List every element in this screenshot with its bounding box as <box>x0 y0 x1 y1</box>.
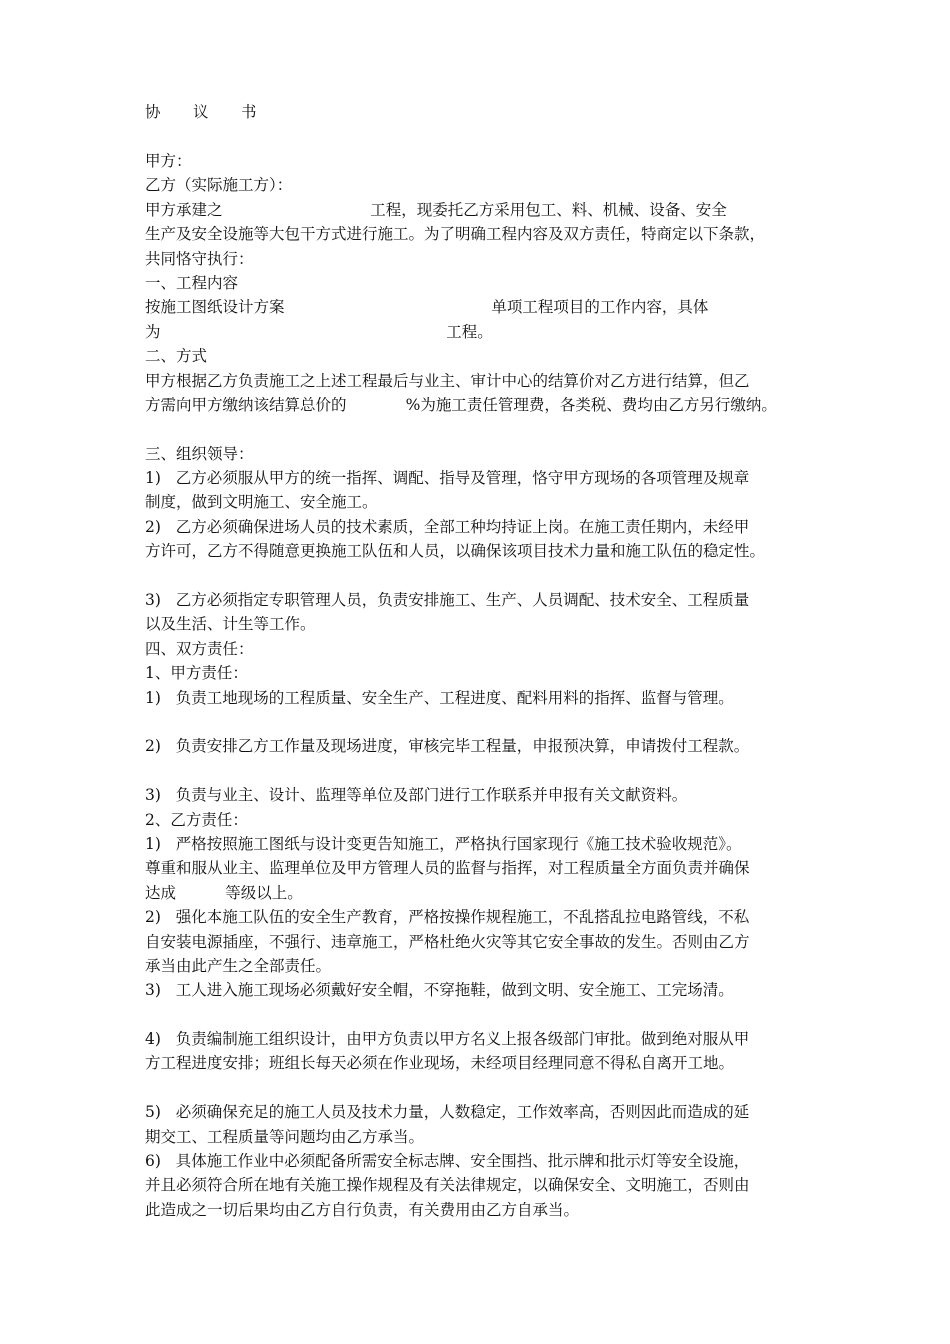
text-line: 乙方（实际施工方）： <box>145 176 293 195</box>
text-line: 1) 负责工地现场的工程质量、安全生产、工程进度、配料用料的指挥、监督与管理。 <box>145 688 734 707</box>
text-line: 期交工、工程质量等问题均由乙方承当。 <box>145 1127 425 1146</box>
title-char: 议 <box>193 103 209 121</box>
text-line: 承当由此产生之全部责任。 <box>145 956 332 975</box>
blank-line <box>145 1003 825 1027</box>
document-title <box>145 100 289 124</box>
text-line: 1、甲方责任： <box>145 664 248 683</box>
text-line: 甲方承建之 工程，现委托乙方采用包工、料、机械、设备、安全 <box>145 200 727 219</box>
text-line: 2、乙方责任： <box>145 810 248 829</box>
text-line: 方工程进度安排；班组长每天必须在作业现场，未经项目经理同意不得私自离开工地。 <box>145 1054 735 1073</box>
text-line: 达成 等级以上。 <box>145 883 303 902</box>
text-line: 方许可，乙方不得随意更换施工队伍和人员，以确保该项目技术力量和施工队伍的稳定性。 <box>145 542 766 561</box>
text-line: 方需向甲方缴纳该结算总价的 %为施工责任管理费，各类税、费均由乙方另行缴纳。 <box>145 395 777 414</box>
text-line: 二、方式 <box>145 347 208 366</box>
blank-line <box>145 564 825 588</box>
text-line: 生产及安全设施等大包干方式进行施工。为了明确工程内容及双方责任，特商定以下条款， <box>145 225 766 244</box>
text-line: 甲方： <box>145 152 192 170</box>
text-line: 3) 工人进入施工现场必须戴好安全帽，不穿拖鞋，做到文明、安全施工、工完场清。 <box>145 981 734 1000</box>
text-line: 制度，做到文明施工、安全施工。 <box>145 493 378 512</box>
text-line: 6) 具体施工作业中必须配备所需安全标志牌、安全围挡、批示牌和批示灯等安全设施， <box>145 1152 750 1171</box>
text-line: 3) 乙方必须指定专职管理人员，负责安排施工、生产、人员调配、技术安全、工程质量 <box>145 591 750 610</box>
text-line: 以及生活、计生等工作。 <box>145 615 316 634</box>
text-line: 按施工图纸设计方案 单项工程项目的工作内容，具体 <box>145 298 709 317</box>
text-line: 2) 乙方必须确保进场人员的技术素质，全部工种均持证上岗。在施工责任期内，未经甲 <box>145 517 750 536</box>
text-line: 3) 负责与业主、设计、监理等单位及部门进行工作联系并申报有关文献资料。 <box>145 786 688 805</box>
text-line: 5) 必须确保充足的施工人员及技术力量，人数稳定，工作效率高，否则因此而造成的延 <box>145 1103 750 1122</box>
text-line: 1) 乙方必须服从甲方的统一指挥、调配、指导及管理，恪守甲方现场的各项管理及规章 <box>145 469 750 488</box>
text-line: 1) 严格按照施工图纸与设计变更告知施工，严格执行国家现行《施工技术验收规范》。 <box>145 834 742 853</box>
text-line: 甲方根据乙方负责施工之上述工程最后与业主、审计中心的结算价对乙方进行结算，但乙 <box>145 371 750 390</box>
text-line: 2) 强化本施工队伍的安全生产教育，严格按操作规程施工，不乱搭乱拉电路管线，不私 <box>145 908 750 927</box>
blank-line <box>145 710 825 734</box>
text-line: 一、工程内容 <box>145 273 239 292</box>
text-line: 尊重和服从业主、监理单位及甲方管理人员的监督与指挥，对工程质量全方面负责并确保 <box>145 859 750 878</box>
text-line: 自安装电源插座，不强行、违章施工，严格杜绝火灾等其它安全事故的发生。否则由乙方 <box>145 932 750 951</box>
blank-line <box>145 1076 825 1100</box>
text-line: 2) 负责安排乙方工作量及现场进度，审核完毕工程量，申报预决算，申请拨付工程款。 <box>145 737 750 756</box>
text-line: 4) 负责编制施工组织设计，由甲方负责以甲方名义上报各级部门审批。做到绝对服从甲 <box>145 1030 750 1049</box>
text-line: 为 工程。 <box>145 322 493 341</box>
document-body <box>145 149 825 1222</box>
title-char: 书 <box>241 103 257 121</box>
text-line: 此造成之一切后果均由乙方自行负责，有关费用由乙方自承当。 <box>145 1200 580 1219</box>
text-line: 并且必须符合所在地有关施工操作规程及有关法律规定，以确保安全、文明施工，否则由 <box>145 1176 750 1195</box>
text-line: 共同恪守执行： <box>145 249 254 268</box>
blank-line <box>145 417 825 441</box>
text-line: 三、组织领导： <box>145 444 254 463</box>
blank-line <box>145 759 825 783</box>
text-line: 四、双方责任： <box>145 639 254 658</box>
title-char: 协 <box>145 103 161 121</box>
